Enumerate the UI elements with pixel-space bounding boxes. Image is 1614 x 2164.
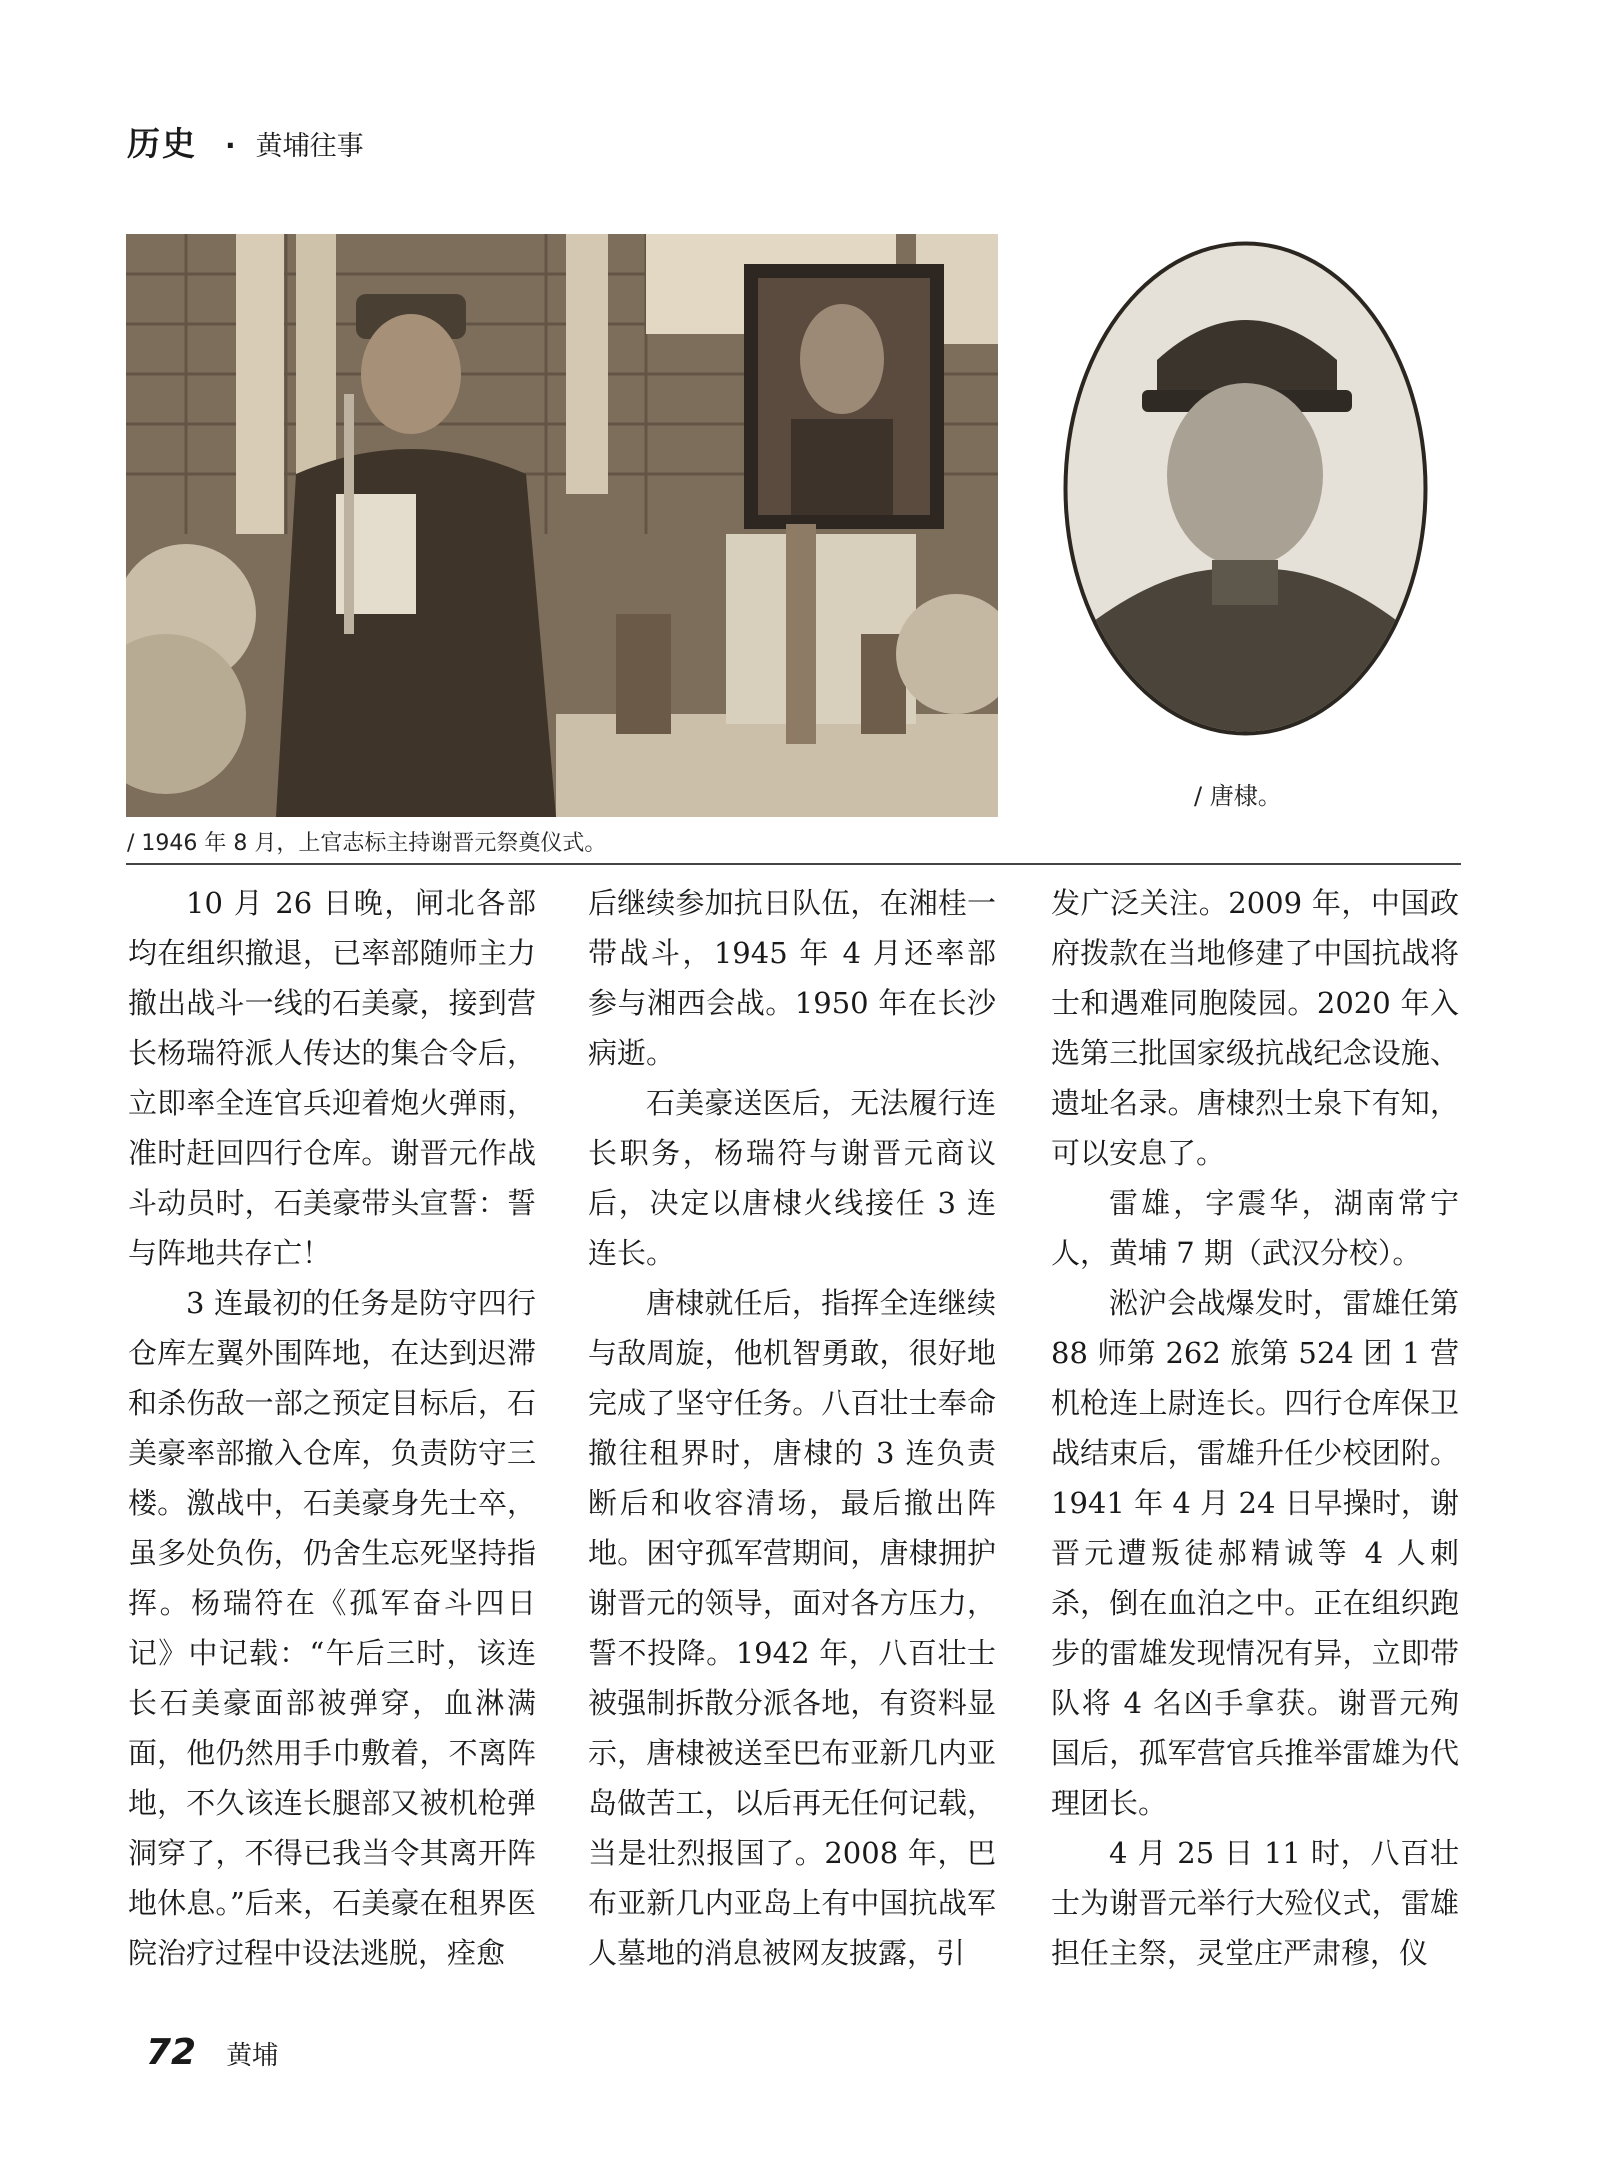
paragraph: 唐棣就任后，指挥全连继续与敌周旋，他机智勇敢，很好地完成了坚守任务。八百壮士奉命撤往租界时，唐棣的 3 连负责断后和收容清场，最后撤出阵地。困守孤军营期间，唐棣拥护谢晋元的领导，面对各方压力，誓不投降。1942 年，八百壮士被强制拆散分派各地，有资料显示，唐棣被送至巴布亚新几内亚岛做苦工，以后再无任何记载，当是壮烈报国了。2008 年，巴布亚新几内亚岛上有中国抗战军人墓地的消息被网友披露，引	[588, 1286, 996, 1970]
paragraph: 3 连最初的任务是防守四行仓库左翼外围阵地，在达到迟滞和杀伤敌一部之预定目标后，石美豪率部撤入仓库，负责防守三楼。激战中，石美豪身先士卒，虽多处负伤，仍舍生忘死坚持指挥。杨瑞符在《孤军奋斗四日记》中记载：“午后三时，该连长石美豪面部被弹穿，血淋满面，他仍然用手巾敷着，不离阵地，不久该连长腿部又被机枪弹洞穿了，不得已我当令其离开阵地休息。”后来，石美豪在租界医院治疗过程中设法逃脱，痊愈	[128, 1286, 536, 1970]
header-separator: ·	[225, 129, 236, 162]
page-header	[127, 118, 364, 165]
portrait-caption: / 唐棣。	[1194, 782, 1282, 810]
ceremony-photo	[126, 234, 998, 817]
page-number: 72	[146, 2032, 197, 2073]
portrait-photo	[1062, 240, 1429, 737]
text-column-3	[1051, 878, 1459, 1978]
main-photo-caption: / 1946 年 8 月，上官志标主持谢晋元祭奠仪式。	[127, 831, 607, 856]
caption-divider	[126, 863, 1461, 865]
paragraph: 雷雄，字震华，湖南常宁人，黄埔 7 期（武汉分校）。	[1051, 1186, 1459, 1270]
paragraph: 石美豪送医后，无法履行连长职务，杨瑞符与谢晋元商议后，决定以唐棣火线接任 3 连连长。	[588, 1086, 996, 1270]
magazine-name: 黄埔	[226, 2041, 279, 2071]
paragraph: 发广泛关注。2009 年，中国政府拨款在当地修建了中国抗战将士和遇难同胞陵园。2020 年入选第三批国家级抗战纪念设施、遗址名录。唐棣烈士泉下有知，可以安息了。	[1051, 886, 1459, 1170]
paragraph: 后继续参加抗日队伍，在湘桂一带战斗，1945 年 4 月还率部参与湘西会战。1950 年在长沙病逝。	[588, 886, 996, 1070]
paragraph: 10 月 26 日晚，闸北各部均在组织撤退，已率部随师主力撤出战斗一线的石美豪，接到营长杨瑞符派人传达的集合令后，立即率全连官兵迎着炮火弹雨，准时赶回四行仓库。谢晋元作战斗动员时，石美豪带头宣誓：誓与阵地共存亡！	[128, 886, 536, 1270]
paragraph: 4 月 25 日 11 时，八百壮士为谢晋元举行大殓仪式，雷雄担任主祭，灵堂庄严肃穆，仪	[1051, 1836, 1459, 1970]
page-footer	[146, 2032, 278, 2073]
subsection-title: 黄埔往事	[255, 131, 364, 162]
text-column-1	[128, 878, 536, 1978]
text-column-2	[588, 878, 996, 1978]
section-title: 历史	[127, 124, 197, 163]
paragraph: 淞沪会战爆发时，雷雄任第 88 师第 262 旅第 524 团 1 营机枪连上尉连长。四行仓库保卫战结束后，雷雄升任少校团附。1941 年 4 月 24 日早操时，谢晋元遭叛徒郝精诚等 4 人刺杀，倒在血泊之中。正在组织跑步的雷雄发现情况有异，立即带队将 4 名凶手拿获。谢晋元殉国后，孤军营官兵推举雷雄为代理团长。	[1051, 1286, 1459, 1820]
